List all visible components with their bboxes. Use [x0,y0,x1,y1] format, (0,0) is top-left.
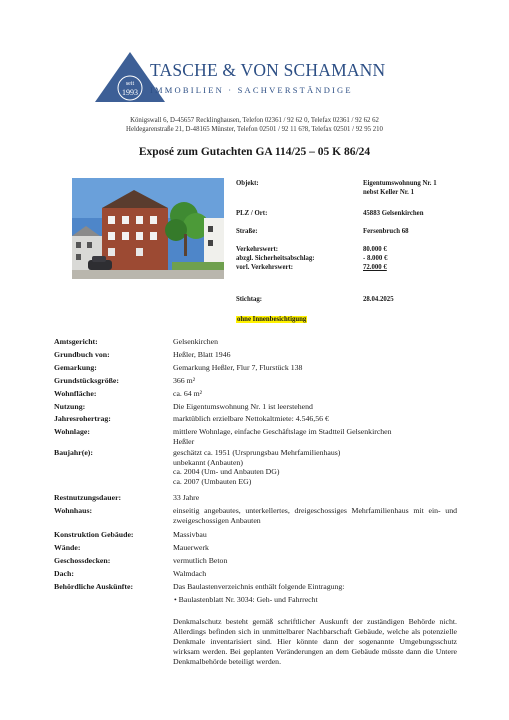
abschlag-value: - 8.000 € [363,255,388,262]
baulast-bullet: • Baulastenblatt Nr. 3034: Geh- und Fahrrecht [174,595,318,604]
company-subtitle: IMMOBILIEN · SACHVERSTÄNDIGE [150,85,353,95]
konstruktion-label: Konstruktion Gebäude: [54,530,134,539]
document-title: Exposé zum Gutachten GA 114/25 – 05 K 86/24 [138,146,371,158]
inspection-note: ohne Innenbesichtigung [237,316,307,323]
objekt-value-1: Eigentumswohnung Nr. 1 [363,180,437,187]
address-line-2: Heldegarenstraße 21, D-48165 Münster, Telefon 02501 / 92 11 6?8, Telefax 02501 / 92 95 210 [126,126,383,133]
address-line-1: Königswall 6, D-45657 Recklinghausen, Telefon 02361 / 92 62 0, Telefax 02361 / 92 62 62 [130,117,379,124]
wohnlage-value-1: mittlere Wohnlage, einfache Geschäftslage im Stadtteil Gelsenkirchen [173,427,392,436]
stichtag-label: Stichtag: [236,296,263,303]
property-photo [72,178,224,279]
jahresrohertrag-value: marktüblich erzielbare Nettokaltmiete: 4.546,56 € [173,414,329,423]
company-brand [150,60,385,95]
wohnflaeche-value: ca. 64 m² [173,389,202,398]
amtsgericht-label: Amtsgericht: [54,337,98,346]
strasse-value: Fersenbruch 68 [363,228,409,235]
baujahr-value-1: geschätzt ca. 1951 (Ursprungsbau Mehrfamilienhaus) [173,448,341,457]
baujahr-value-2: unbekannt (Anbauten) [173,457,243,467]
baujahr-value-3: ca. 2004 (Um- und Anbauten DG) [173,467,280,476]
wohnhaus-value: einseitig angebautes, unterkellertes, dreigeschossiges Mehrfamilienhaus mit ein- und zweigeschossigen Anbauten [173,506,457,525]
logo-text-year: 1993 [122,88,138,97]
restnutzung-value: 33 Jahre [173,493,200,502]
wohnhaus-label: Wohnhaus: [54,506,93,515]
logo-text-top: seit [125,81,135,87]
verkehrswert-value: 80.000 € [363,246,387,253]
restnutzung-label: Restnutzungsdauer: [54,493,122,502]
baujahr-value-4: ca. 2007 (Umbauten EG) [173,476,252,486]
objekt-label: Objekt: [236,180,259,187]
wohnlage-label: Wohnlage: [54,427,90,436]
nutzung-label: Nutzung: [54,402,86,411]
dach-label: Dach: [54,569,74,578]
jahresrohertrag-label: Jahresrohertrag: [54,414,111,423]
denkmalschutz-paragraph: Denkmalschutz besteht gemäß schriftlicher Auskunft der zuständigen Behörde nicht. Allerdings befinden sich in unmittelbarer Nachbarschaft Gebäude, welche als potenzielle Denkmale inventarisiert sind. Hier könnte dann der sogenannte Umgebungsschutz wirksam werden. Bei geplanten Veränderungen an dem Gebäude müsste dann die Untere Denkmalbehörde beteiligt werden. [173,617,457,667]
konstruktion-value: Massivbau [173,530,207,539]
plz-value: 45883 Gelsenkirchen [363,210,424,217]
grundstueck-value: 366 m² [173,376,196,385]
company-name: TASCHE & VON SCHAMANN [150,60,386,80]
vorl-verkehrswert-value: 72.000 € [363,264,387,271]
wohnlage-value-2: Heßler [173,436,195,446]
wohnflaeche-label: Wohnfläche: [54,389,97,398]
nutzung-value: Die Eigentumswohnung Nr. 1 ist leerstehend [173,402,313,411]
vorl-verkehrswert-label: vorl. Verkehrswert: [236,264,294,271]
gemarkung-label: Gemarkung: [54,363,97,372]
gemarkung-value: Gemarkung Heßler, Flur 7, Flurstück 138 [173,363,303,372]
grundbuch-value: Heßler, Blatt 1946 [173,350,231,359]
amtsgericht-value: Gelsenkirchen [173,337,219,346]
abschlag-label: abzgl. Sicherheitsabschlag: [236,255,315,262]
dach-value: Walmdach [173,569,207,578]
objekt-value-2: nebst Keller Nr. 1 [363,189,414,196]
waende-value: Mauerwerk [173,543,209,552]
behoerdliche-auskuenfte-label: Behördliche Auskünfte: [54,582,134,591]
strasse-label: Straße: [236,228,258,235]
plz-label: PLZ / Ort: [236,210,268,217]
geschossdecken-label: Geschossdecken: [54,556,111,565]
geschossdecken-value: vermutlich Beton [173,556,228,565]
waende-label: Wände: [54,543,81,552]
grundstueck-label: Grundstücksgröße: [54,376,119,385]
stichtag-value: 28.04.2025 [363,296,394,303]
grundbuch-label: Grundbuch von: [54,350,110,359]
behoerdliche-auskuenfte-value: Das Baulastenverzeichnis enthält folgende Eintragung: [173,582,345,591]
baujahr-label: Baujahr(e): [54,448,93,457]
verkehrswert-label: Verkehrswert: [236,246,279,253]
